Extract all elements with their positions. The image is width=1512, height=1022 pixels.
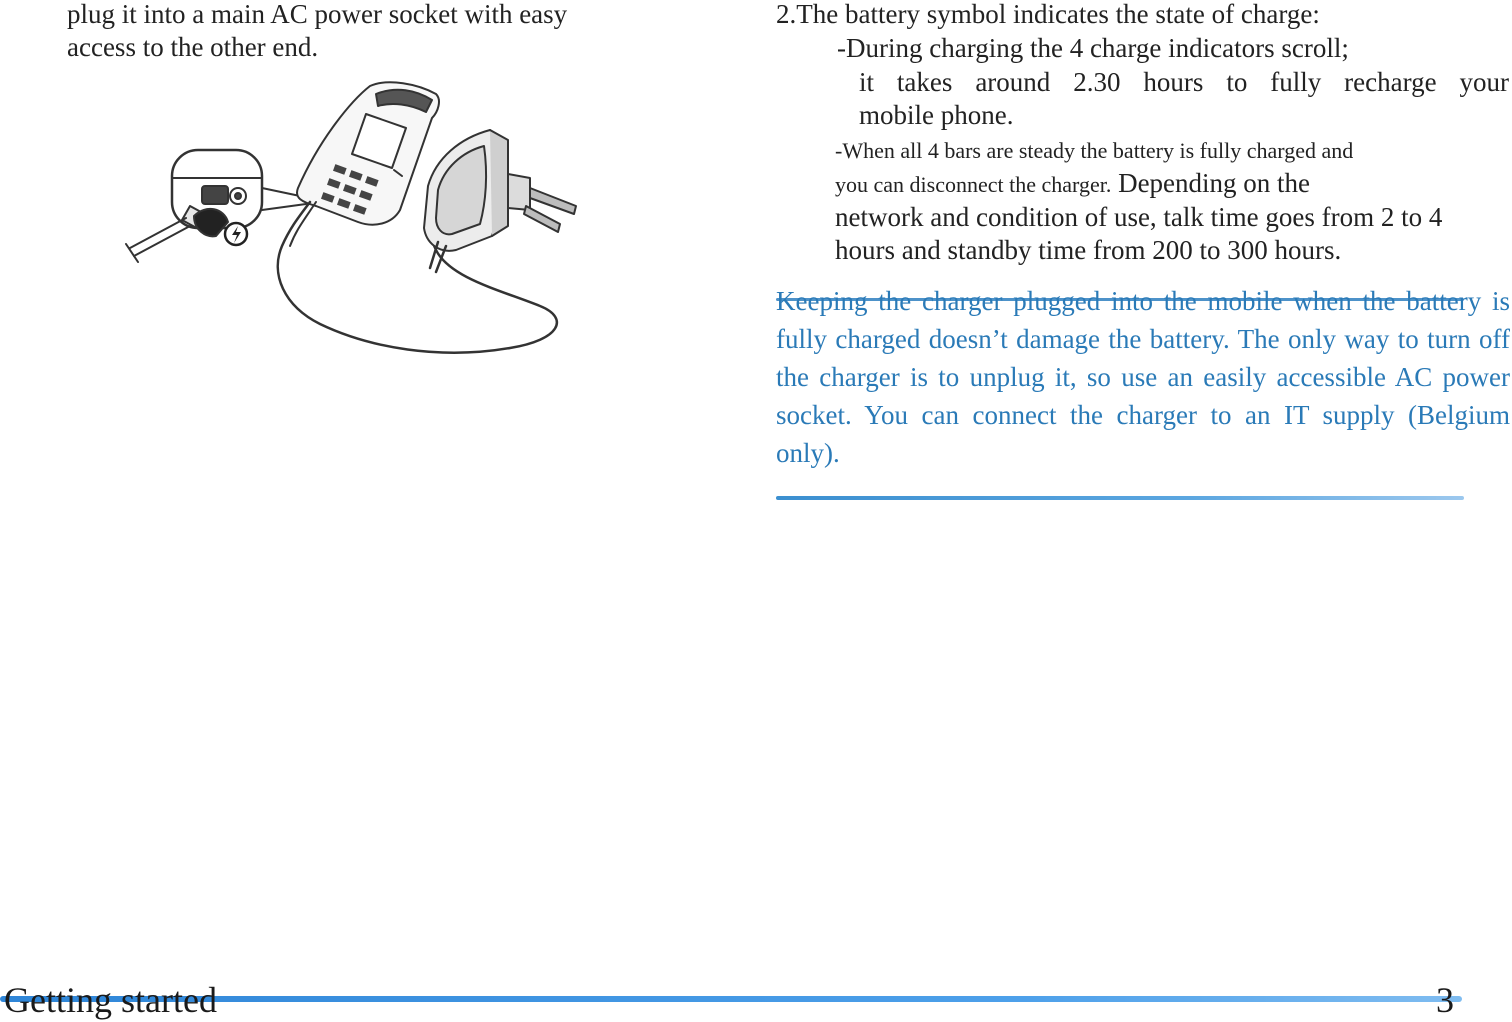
charging-subitem-continuation (859, 66, 1509, 132)
network-lead: Depending on the (1111, 168, 1311, 198)
full-charge-subitem (835, 134, 1507, 267)
lightning-bolt-icon (225, 223, 247, 245)
battery-state-item: 2.The battery symbol indicates the state of charge: (776, 0, 1320, 29)
section-title: Getting started (4, 980, 217, 1020)
connector-closeup (126, 150, 306, 262)
phone-icon (297, 82, 439, 224)
intro-paragraph (67, 0, 687, 64)
standby-time-line: hours and standby time from 200 to 300 hours. (835, 235, 1342, 265)
charger-icon (424, 130, 576, 272)
page-number: 3 (1436, 980, 1454, 1020)
phone-charger-illustration (120, 78, 590, 368)
talk-time-line: network and condition of use, talk time goes from 2 to 4 (835, 202, 1443, 232)
note-bottom-rule (776, 496, 1464, 500)
footer-rule (0, 996, 1462, 1002)
charging-time-line: it takes around 2.30 hours to fully recharge your (859, 67, 1509, 97)
charging-subitem: -During charging the 4 charge indicators scroll; (837, 33, 1349, 63)
charger-note: Keeping the charger plugged into the mobile when the battery is fully charged doesn’t damage the battery. The only way to turn off the charger is to unplug it, so use an easily accessible AC power socket. You can connect the charger to an IT supply (Belgium only). (776, 286, 1510, 468)
disconnect-line: you can disconnect the charger. (835, 172, 1112, 197)
intro-line: access to the other end. (67, 32, 319, 62)
charging-time-line-end: mobile phone. (859, 100, 1014, 130)
intro-line: plug it into a main AC power socket with easy (67, 0, 568, 29)
full-charge-line: -When all 4 bars are steady the battery is fully charged and (835, 138, 1354, 163)
